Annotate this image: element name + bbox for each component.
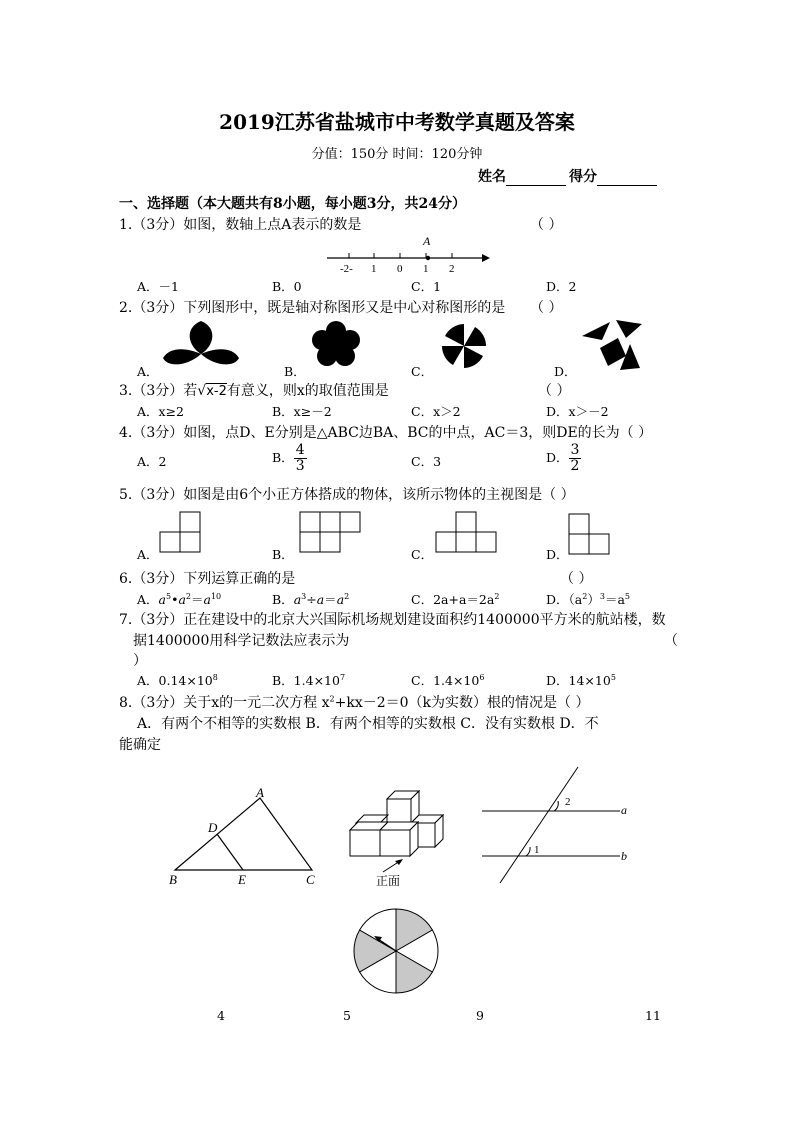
fraction-three-halves [569,443,582,474]
q7-line2: 据1400000用科学记数法应表示为 [133,633,350,649]
q1-option-a[interactable]: A．－1 [137,279,179,294]
parallel-lines-figure [478,763,638,888]
q2-option-d[interactable]: D． [554,364,577,379]
arrow-icon [395,859,403,865]
var-a: a [158,592,166,607]
tick-label: -2- [340,263,353,274]
page-title: 2019江苏省盐城市中考数学真题及答案 [219,110,575,134]
q6-option-a[interactable] [137,590,221,608]
q6-answer-paren: （ ） [560,571,593,587]
q2-option-b[interactable]: B． [284,364,306,379]
opt-text: A．0.14×10 [137,673,213,688]
point-a-dot [426,256,430,260]
front-view-d [567,512,613,558]
opt-label: D．（a [546,592,583,607]
q8-options-line[interactable]: A．有两个不相等的实数根 B．有两个相等的实数根 C．没有实数根 D．不 [137,716,599,732]
vertex-label: D [208,820,218,835]
q5-option-d[interactable]: D． [546,547,569,562]
q1-stem: 1.（3分）如图，数轴上点A表示的数是 [119,217,362,233]
q8-stem [119,692,589,712]
exponent: 2 [494,591,500,601]
point-a-label: A [423,234,431,248]
q3-option-c[interactable]: C．x＞2 [411,404,461,419]
q5-option-a[interactable]: A． [137,547,159,562]
name-score-line [478,166,657,186]
q8-stem-pre: 8.（3分）关于x的一元二次方程 x [119,695,330,711]
fraction-four-thirds [294,443,307,474]
opt-label: A． [137,592,159,607]
exponent: 5 [165,591,172,601]
exponent: 8 [212,672,218,682]
vertex-label: E [238,872,246,887]
dot-op: • [171,592,179,607]
frac-denominator: 2 [570,458,580,474]
line-label: b [621,849,627,863]
cubes-figure [345,785,460,889]
equals: ＝ [191,592,204,607]
angle-label: 1 [534,844,540,856]
exponent: 2 [582,591,588,601]
q4-option-d[interactable] [546,443,581,474]
paren-close: ） [587,592,600,607]
var-a: a [293,592,302,607]
opt-text: C．2a+a＝2a [411,592,495,607]
q3-answer-paren: （ ） [538,383,571,399]
exam-meta: 分值：150分 时间：120分钟 [311,147,483,162]
score-blank[interactable] [597,171,657,186]
q7-option-c[interactable] [411,671,484,689]
section-heading: 一、选择题（本大题共有8小题，每小题3分，共24分） [119,196,466,212]
opt-text: B．1.4×10 [272,673,340,688]
spinner-figure [350,905,442,997]
exponent: 10 [210,591,222,601]
front-view-c [434,510,500,556]
vertex-label: B [169,872,177,887]
name-blank[interactable] [506,171,566,186]
q5-stem: 5.（3分）如图是由6个小正方体搭成的物体，该所示物体的主视图是（ ） [119,487,575,503]
q1-answer-paren: （ ） [530,217,563,233]
q3-stem-pre: 3.（3分）若 [119,383,198,399]
q8-stem-post: +kx－2＝0（k为实数）根的情况是（ ） [334,695,590,711]
figure-number: 11 [645,1008,661,1023]
exponent: 3 [301,591,307,601]
name-label: 姓名 [478,169,506,185]
exponent: 5 [610,672,616,682]
exponent: 2 [185,591,191,601]
frac-denominator: 3 [295,458,305,474]
arrow-right-icon [482,254,490,262]
q3-option-a[interactable]: A．x≥2 [137,404,185,419]
var-a: a [336,592,345,607]
equals: ＝a [604,592,625,607]
var-a: a [203,592,211,607]
front-caption: 正面 [376,874,401,888]
q3-radicand: x-2 [206,384,227,399]
frac-numerator: 3 [570,442,580,458]
q3-stem-post: 有意义，则x的取值范围是 [226,383,389,399]
q2-answer-paren: （ ） [530,300,563,316]
line-label: a [621,803,627,817]
q7-option-b[interactable] [272,671,345,689]
figure-number: 5 [343,1008,351,1023]
q6-option-b[interactable] [272,590,349,608]
exponent: 2 [329,694,335,704]
q6-stem: 6.（3分）下列运算正确的是 [119,571,296,587]
number-line-figure [322,232,492,274]
q4-option-c[interactable]: C．3 [411,454,442,469]
tick-label: 2 [449,263,455,274]
q7-line1: 7.（3分）正在建设中的北京大兴国际机场规划建设面积约1400000平方米的航站楼，数 [119,612,666,628]
equals: ＝ [324,592,337,607]
exponent: 3 [599,591,605,601]
q2-stem: 2.（3分）下列图形中，既是轴对称图形又是中心对称图形的是 [119,300,506,316]
score-label: 得分 [569,169,597,185]
q7-paren-open: （ [664,633,678,649]
front-view-b [298,510,364,556]
opt-label: B． [272,592,294,607]
q2-option-a[interactable]: A． [137,364,159,379]
q8-options-line-cont: 能确定 [119,737,161,753]
vertex-label: C [306,872,315,887]
exponent: 2 [344,591,350,601]
front-view-a [158,510,204,556]
flower-shape [310,320,362,370]
q3-stem [119,380,389,400]
frac-numerator: 4 [295,442,305,458]
q4-option-b-label: B． [272,450,294,465]
q4-option-a[interactable]: A．2 [137,454,167,469]
three-leaf-shape [160,318,242,372]
q5-option-c[interactable]: C． [411,547,434,562]
angle-label: 2 [565,796,571,808]
var-a: a [316,592,325,607]
figure-number: 9 [476,1008,484,1023]
divide-op: ÷ [306,592,317,607]
pinwheel-shape [437,320,491,372]
q7-option-a[interactable] [137,671,218,689]
triangle-figure [160,785,325,890]
q6-option-c[interactable] [411,590,499,608]
q1-option-c[interactable]: C．1 [411,279,442,294]
q3-option-b[interactable]: B．x≥－2 [272,404,332,419]
q2-option-c[interactable]: C． [411,364,434,379]
q5-option-b[interactable]: B． [272,547,294,562]
geometric-square-shape [580,318,644,374]
q4-stem: 4.（3分）如图，点D、E分别是△ABC边BA、BC的中点，AC＝3，则DE的长为（ ） [119,425,653,441]
tick-label: 0 [397,263,403,274]
q3-option-d[interactable]: D．x＞－2 [546,404,609,419]
q6-option-d[interactable] [546,590,630,608]
q1-option-b[interactable]: B．0 [272,279,302,294]
opt-text: D．14×10 [546,673,611,688]
q7-paren-close: ） [133,653,147,669]
exponent: 7 [339,672,346,682]
figure-number: 4 [217,1008,225,1023]
q1-option-d[interactable]: D．2 [546,279,577,294]
tick-label: 1 [423,263,429,274]
vertex-label: A [256,785,264,800]
q4-option-d-label: D． [546,450,569,465]
q4-option-b[interactable] [272,443,307,474]
tick-label: 1 [371,263,377,274]
radical-icon: √ [197,383,207,399]
exponent: 5 [624,591,630,601]
var-a: a [178,592,186,607]
opt-text: C．1.4×10 [411,673,480,688]
q7-option-d[interactable] [546,671,616,689]
exponent: 6 [479,672,485,682]
